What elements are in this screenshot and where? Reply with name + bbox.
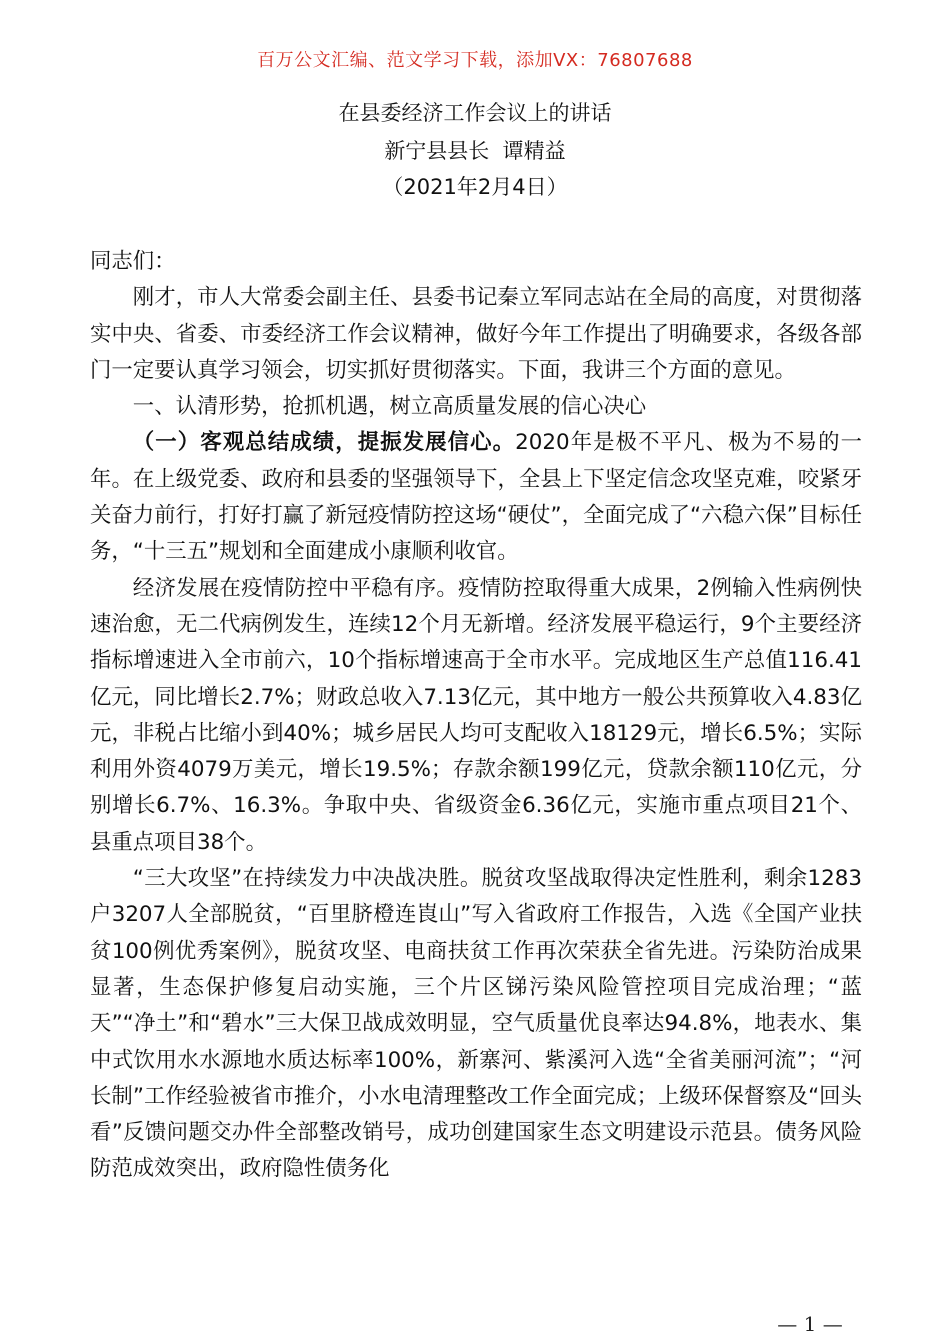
speaker-line: 新宁县县长 谭精益: [384, 139, 566, 163]
paragraph-intro: 刚才，市人大常委会副主任、县委书记秦立军同志站在全局的高度，对贯彻落实中央、省委、市委经济工作会议精神，做好今年工作提出了明确要求，各级各部门一定要认真学习领会，切实抓好贯彻落实。下面，我讲三个方面的意见。: [90, 285, 862, 383]
subsection-text-1: 2020年是极不平凡、极为不易的一年。在上级党委、政府和县委的坚强领导下，全县上下坚定信念攻坚克难，咬紧牙关奋力前行，打好打赢了新冠疫情防控这场“硬仗”，全面完成了“六稳六保”目标任务，“十三五”规划和全面建成小康顺利收官。: [90, 430, 862, 565]
section-heading-1: 一、认清形势，抢抓机遇，树立高质量发展的信心决心: [132, 394, 647, 420]
document-title: 在县委经济工作会议上的讲话: [338, 101, 612, 125]
subsection-title-1: （一）客观总结成绩，提振发展信心。: [132, 430, 516, 456]
page-number: — 1 —: [777, 1312, 843, 1336]
paragraph-economy: 经济发展在疫情防控中平稳有序。疫情防控取得重大成果，2例输入性病例快速治愈，无二代病例发生，连续12个月无新增。经济发展平稳运行，9个主要经济指标增速进入全市前六，10个指标增速高于全市水平。完成地区生产总值116.41亿元，同比增长2.7%；财政总收入7.13亿元，其中地方一般公共预算收入4.83亿元，非税占比缩小到40%；城乡居民人均可支配收入18129元，增长6.5%；实际利用外资4079万美元，增长19.5%；存款余额199亿元，贷款余额110亿元，分别增长6.7%、16.3%。争取中央、省级资金6.36亿元，实施市重点项目21个、县重点项目38个。: [90, 575, 862, 855]
watermark-banner: 百万公文汇编、范文学习下载，添加VX：76807688: [257, 50, 693, 71]
document-body: [90, 244, 862, 1188]
paragraph-sub1: [90, 425, 862, 570]
paragraph-three-battles: “三大攻坚”在持续发力中决战决胜。脱贫攻坚战取得决定性胜利，剩余1283户3207人全部脱贫，“百里脐橙连崀山”写入省政府工作报告，入选《全国产业扶贫100例优秀案例》，脱贫攻坚、电商扶贫工作再次荣获全省先进。污染防治成果显著，生态保护修复启动实施，三个片区锑污染风险管控项目完成治理；“蓝天”“净土”和“碧水”三大保卫战成效明显，空气质量优良率达94.8%，地表水、集中式饮用水水源地水质达标率100%，新寨河、紫溪河入选“全省美丽河流”；“河长制”工作经验被省市推介，小水电清理整改工作全面完成；上级环保督察及“回头看”反馈问题交办件全部整改销号，成功创建国家生态文明建设示范县。债务风险防范成效突出，政府隐性债务化: [90, 866, 862, 1182]
date-line: （2021年2月4日）: [382, 175, 568, 199]
salutation: 同志们：: [90, 249, 176, 274]
